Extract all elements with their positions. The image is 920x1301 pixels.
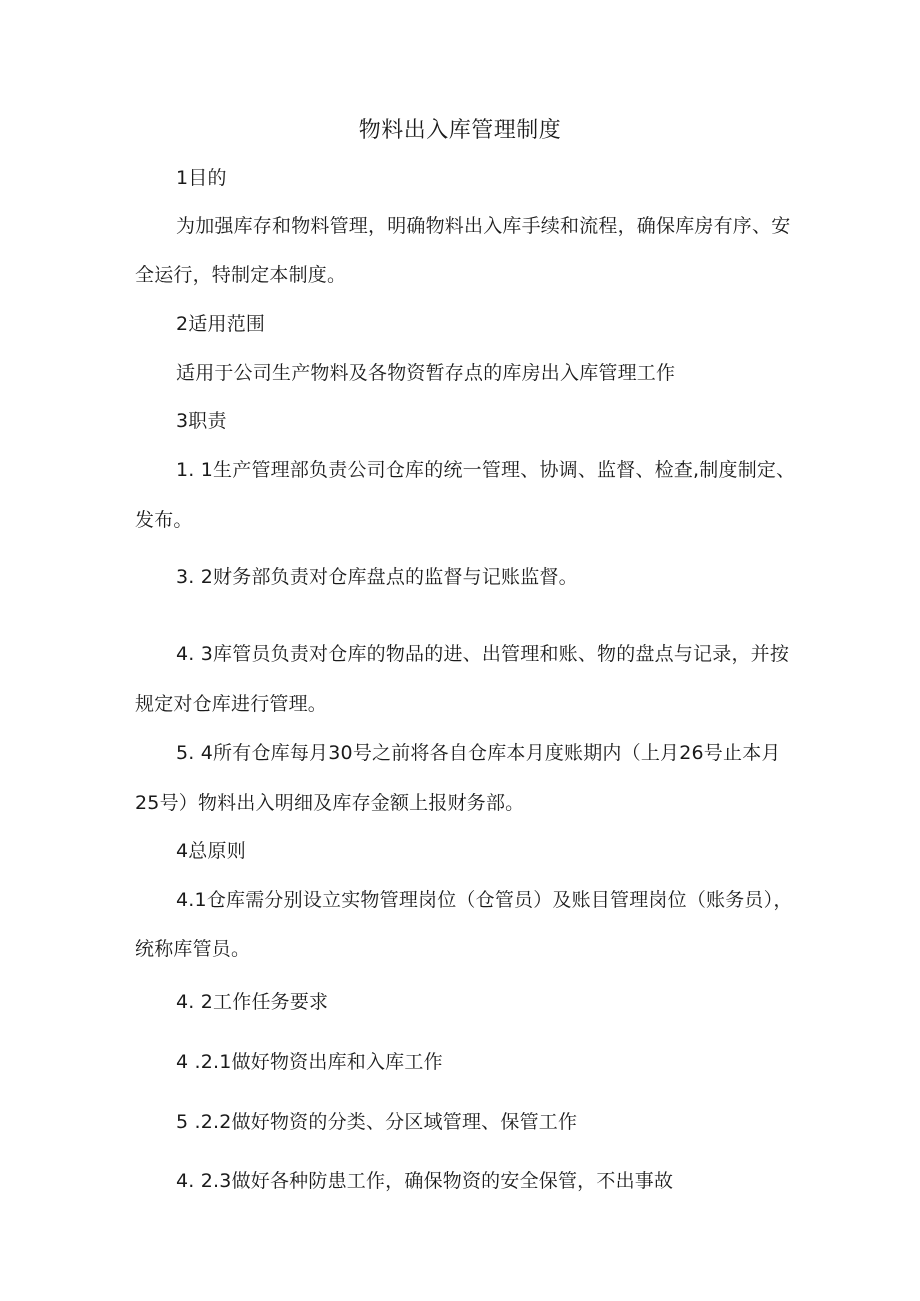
paragraph-line: 3. 2财务部负责对仓库盘点的监督与记账监督。 <box>176 566 578 588</box>
paragraph-line: 为加强库存和物料管理，明确物料出入库手续和流程，确保库房有序、安 <box>176 215 791 237</box>
paragraph-line: 全运行，特制定本制度。 <box>135 264 347 286</box>
paragraph-line: 4.1仓库需分别设立实物管理岗位（仓管员）及账目管理岗位（账务员）， <box>176 889 793 911</box>
paragraph-line: 规定对仓库进行管理。 <box>135 693 328 715</box>
list-item: 4. 2.3做好各种防患工作，确保物资的安全保管，不出事故 <box>176 1170 674 1192</box>
paragraph-line: 统称库管员。 <box>135 938 251 960</box>
list-item: 5 .2.2做好物资的分类、分区域管理、保管工作 <box>176 1111 578 1133</box>
paragraph-line: 4. 3库管员负责对仓库的物品的进、出管理和账、物的盘点与记录，并按 <box>176 643 790 665</box>
paragraph-line: 25号）物料出入明细及库存金额上报财务部。 <box>135 792 525 814</box>
section-heading-purpose: 1目的 <box>176 167 227 189</box>
section-heading-scope: 2适用范围 <box>176 313 266 335</box>
paragraph-line: 5. 4所有仓库每月30号之前将各自仓库本月度账期内（上月26号止本月 <box>176 742 781 764</box>
paragraph-line: 发布。 <box>135 509 193 531</box>
section-heading-principles: 4总原则 <box>176 840 246 862</box>
document-title: 物料出入库管理制度 <box>358 118 562 143</box>
paragraph-line: 1. 1生产管理部负责公司仓库的统一管理、协调、监督、检查,制度制定、 <box>176 459 796 481</box>
section-heading-responsibilities: 3职责 <box>176 410 227 432</box>
list-item: 4 .2.1做好物资出库和入库工作 <box>176 1051 443 1073</box>
paragraph-line: 适用于公司生产物料及各物资暂存点的库房出入库管理工作 <box>176 362 676 384</box>
subsection-heading: 4. 2工作任务要求 <box>176 991 329 1013</box>
